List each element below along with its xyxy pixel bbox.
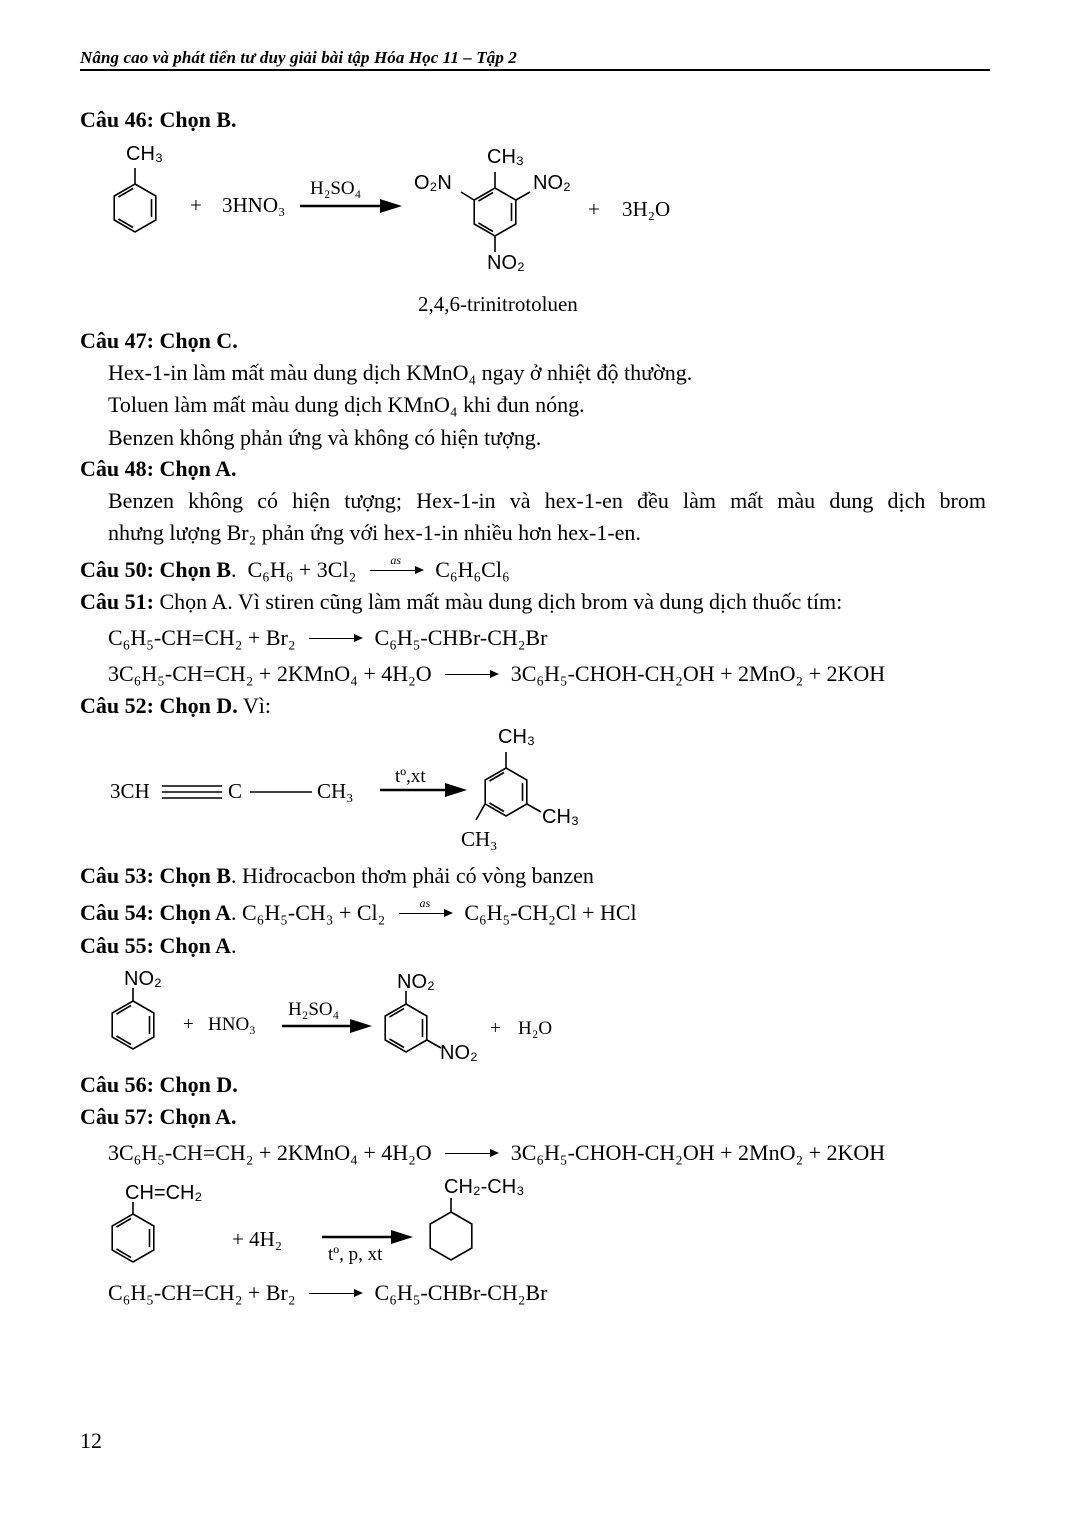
q55-dot: . <box>230 933 237 958</box>
equation-lhs: 3C₆H₅-CH=CH₂ + 2KMnO₄ + 4H₂O <box>108 1140 432 1165</box>
q48-line: nhưng lượng Br₂ phản ứng với hex-1-in nhiều hơn hex-1-en. <box>108 520 641 545</box>
q50-line <box>80 553 510 583</box>
q46-plus: + <box>190 193 202 217</box>
q52-reactant-ch: 3CH <box>110 779 150 803</box>
q55-plus: + <box>183 1014 194 1035</box>
equation-lhs: 3C₆H₅-CH=CH₂ + 2KMnO₄ + 4H₂O <box>108 661 432 686</box>
q53-line <box>80 863 594 889</box>
q46-toluene-ch3: CH₃ <box>126 143 164 165</box>
equation-lhs: C₆H₅-CH=CH₂ + Br₂ <box>108 625 296 650</box>
benzene-ring-mesitylene <box>485 768 527 816</box>
q52-text: Vì: <box>242 693 271 718</box>
equation-rhs: 3C₆H₅-CHOH-CH₂OH + 2MnO₂ + 2KOH <box>510 1140 886 1165</box>
q46-product-name: 2,4,6-trinitrotoluen <box>418 292 578 316</box>
benzene-ring-nitrobenzene <box>112 1001 154 1049</box>
q54-rhs: C₆H₅-CH₂Cl + HCl <box>464 900 637 925</box>
q47-line: Toluen làm mất màu dung dịch KMnO₄ khi đun nóng. <box>108 392 585 417</box>
q50-rhs: C₆H₆Cl₆ <box>435 557 510 582</box>
reaction-arrow <box>309 638 361 639</box>
q46-product-ch3: CH₃ <box>487 146 525 168</box>
q51-equation-2 <box>108 661 885 687</box>
q52-product-ch3-top: CH₃ <box>498 726 536 748</box>
q54-heading: Câu 54: Chọn A <box>80 900 231 925</box>
q55-catalyst: H₂SO₄ <box>288 999 340 1020</box>
equation-lhs: C₆H₅-CH=CH₂ + Br₂ <box>108 1280 296 1305</box>
q52-product-ch3-bottom: CH₃ <box>461 827 498 851</box>
q57-reagent: + 4H₂ <box>232 1227 283 1251</box>
q51-text: Chọn A. Vì stiren cũng làm mất màu dung dịch brom và dung dịch thuốc tím: <box>159 589 843 614</box>
q55-byproduct: H₂O <box>518 1018 553 1039</box>
benzene-ring-styrene <box>112 1214 154 1262</box>
reaction-arrow <box>309 1293 361 1294</box>
q54-line <box>80 896 637 926</box>
q46-byproduct: 3H₂O <box>622 197 671 221</box>
q47-line: Benzen không phản ứng và không có hiện tượng. <box>108 425 542 450</box>
q57-equation-3 <box>108 1280 547 1306</box>
q55-plus-2: + <box>490 1018 501 1039</box>
q53-heading: Câu 53: Chọn B <box>80 863 231 888</box>
q46-product-no2-right: NO₂ <box>533 172 571 194</box>
q48-line: Benzen không có hiện tượng; Hex-1-in và hex-1-en đều làm mất màu dung dịch brom <box>108 488 986 513</box>
q54-lhs: C₆H₅-CH₃ + Cl₂ <box>241 900 386 925</box>
q55-heading: Câu 55: Chọn A <box>80 933 231 958</box>
q57-product-substituent: CH₂-CH₃ <box>444 1176 525 1198</box>
q46-product-o2n: O₂N <box>414 172 452 194</box>
equation-rhs: 3C₆H₅-CHOH-CH₂OH + 2MnO₂ + 2KOH <box>510 661 886 686</box>
q46-catalyst: H₂SO₄ <box>310 178 362 199</box>
q52-heading: Câu 52: Chọn D. <box>80 693 238 718</box>
q50-dot: . <box>230 557 237 582</box>
q47-line: Hex-1-in làm mất màu dung dịch KMnO₄ ngay ở nhiệt độ thường. <box>108 360 693 385</box>
q46-reagent: 3HNO₃ <box>222 193 286 217</box>
equation-rhs: C₆H₅-CHBr-CH₂Br <box>374 1280 548 1305</box>
q51-line <box>80 589 842 615</box>
q56-heading: Câu 56: Chọn D. <box>80 1072 238 1097</box>
q50-heading: Câu 50: Chọn B <box>80 557 231 582</box>
reaction-arrow <box>445 1153 497 1154</box>
q48-heading: Câu 48: Chọn A. <box>80 456 237 481</box>
reaction-arrow <box>399 896 451 914</box>
q50-lhs: C₆H₆ + 3Cl₂ <box>247 557 357 582</box>
reaction-arrow <box>370 553 422 571</box>
q46-plus-2: + <box>588 197 600 221</box>
q55-reactant-no2: NO₂ <box>124 968 162 990</box>
q46-heading: Câu 46: Chọn B. <box>80 107 237 132</box>
q54-condition: as <box>419 896 431 911</box>
q54-dot: . <box>230 900 237 925</box>
q52-product-ch3-right: CH₃ <box>542 806 580 828</box>
q51-equation-1 <box>108 625 547 651</box>
q51-heading: Câu 51: <box>80 589 154 614</box>
q55-reagent: HNO₃ <box>208 1014 256 1035</box>
cyclohexane-ring <box>430 1212 472 1260</box>
q52-line <box>80 693 271 719</box>
benzene-ring-toluene <box>114 184 156 232</box>
benzene-ring-dinitrobenzene <box>385 1004 427 1052</box>
q52-condition: tº,xt <box>395 766 426 787</box>
q57-heading: Câu 57: Chọn A. <box>80 1104 237 1129</box>
q57-equation-1 <box>108 1140 885 1166</box>
q57-styrene-substituent: CH=CH₂ <box>125 1182 203 1204</box>
q55-product-no2-top: NO₂ <box>397 971 435 993</box>
q52-reactant-ch3: CH₃ <box>317 779 354 803</box>
reaction-arrow <box>445 674 497 675</box>
benzene-ring-tnt <box>474 188 516 236</box>
page-number: 12 <box>80 1428 102 1453</box>
equation-rhs: C₆H₅-CHBr-CH₂Br <box>374 625 548 650</box>
q46-product-no2-bottom: NO₂ <box>487 252 525 274</box>
running-header: Nâng cao và phát tiển tư duy giải bài tập Hóa Học 11 – Tập 2 <box>80 48 517 67</box>
q55-line <box>80 933 236 959</box>
q55-product-no2-meta: NO₂ <box>440 1042 478 1064</box>
q53-text: . Hiđrocacbon thơm phải có vòng banzen <box>230 863 594 888</box>
q52-reactant-c: C <box>228 779 243 803</box>
q57-condition: tº, p, xt <box>328 1244 383 1265</box>
q47-heading: Câu 47: Chọn C. <box>80 328 238 353</box>
q50-condition: as <box>390 553 402 568</box>
